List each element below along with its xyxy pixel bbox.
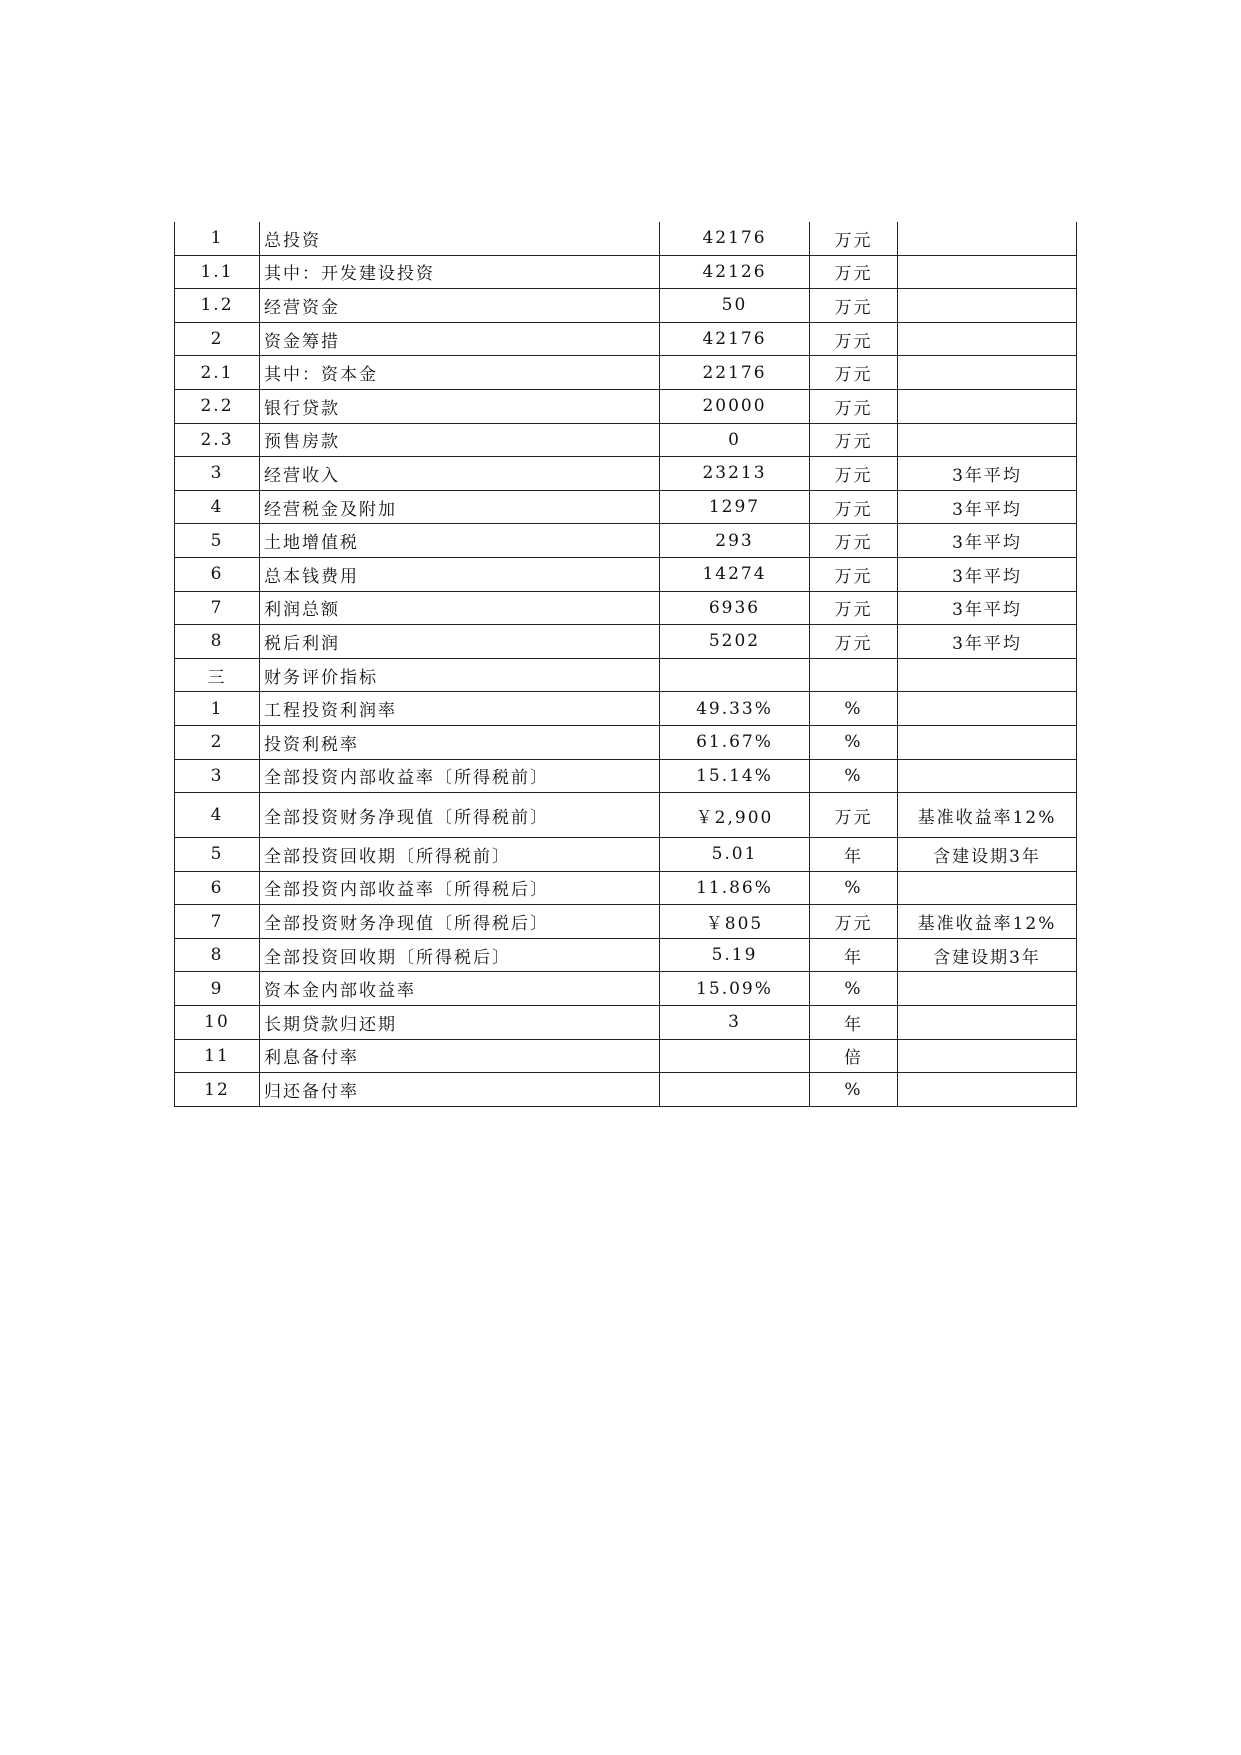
item-name-cell: 税后利润 bbox=[260, 625, 660, 659]
value-cell: 49.33% bbox=[660, 692, 810, 726]
value-cell: 20000 bbox=[660, 389, 810, 423]
row-number-cell: 2.1 bbox=[175, 356, 260, 390]
unit-cell: % bbox=[810, 1073, 898, 1107]
unit-cell: 万元 bbox=[810, 793, 898, 838]
table-row bbox=[175, 255, 1077, 289]
item-name-cell: 全部投资回收期〔所得税前〕 bbox=[260, 838, 660, 872]
note-cell: 3年平均 bbox=[898, 625, 1077, 659]
item-name-cell: 工程投资利润率 bbox=[260, 692, 660, 726]
table-row bbox=[175, 1039, 1077, 1073]
unit-cell: 年 bbox=[810, 1006, 898, 1040]
unit-cell: 万元 bbox=[810, 255, 898, 289]
row-number-cell: 5 bbox=[175, 838, 260, 872]
row-number-cell: 6 bbox=[175, 557, 260, 591]
row-number-cell: 2 bbox=[175, 322, 260, 356]
table-row bbox=[175, 356, 1077, 390]
row-number-cell: 7 bbox=[175, 591, 260, 625]
value-cell: 5202 bbox=[660, 625, 810, 659]
unit-cell: % bbox=[810, 871, 898, 905]
value-cell: 293 bbox=[660, 524, 810, 558]
note-cell: 基准收益率12% bbox=[898, 793, 1077, 838]
unit-cell: % bbox=[810, 759, 898, 793]
row-number-cell: 6 bbox=[175, 871, 260, 905]
unit-cell: 万元 bbox=[810, 905, 898, 939]
note-cell bbox=[898, 423, 1077, 457]
unit-cell: 万元 bbox=[810, 356, 898, 390]
table-row bbox=[175, 725, 1077, 759]
unit-cell: 万元 bbox=[810, 322, 898, 356]
row-number-cell: 5 bbox=[175, 524, 260, 558]
row-number-cell: 10 bbox=[175, 1006, 260, 1040]
row-number-cell: 2.3 bbox=[175, 423, 260, 457]
table-row bbox=[175, 423, 1077, 457]
value-cell: ￥2,900 bbox=[660, 793, 810, 838]
row-number-cell: 1 bbox=[175, 222, 260, 255]
row-number-cell: 1.1 bbox=[175, 255, 260, 289]
unit-cell: 万元 bbox=[810, 289, 898, 323]
financial-indicator-table bbox=[174, 222, 1077, 1107]
value-cell: 15.09% bbox=[660, 972, 810, 1006]
row-number-cell: 4 bbox=[175, 490, 260, 524]
item-name-cell: 全部投资财务净现值〔所得税前〕 bbox=[260, 793, 660, 838]
note-cell: 3年平均 bbox=[898, 557, 1077, 591]
item-name-cell: 长期贷款归还期 bbox=[260, 1006, 660, 1040]
row-number-cell: 2.2 bbox=[175, 389, 260, 423]
table-row bbox=[175, 222, 1077, 255]
item-name-cell: 资金筹措 bbox=[260, 322, 660, 356]
item-name-cell: 利息备付率 bbox=[260, 1039, 660, 1073]
value-cell: 23213 bbox=[660, 457, 810, 491]
unit-cell: 万元 bbox=[810, 591, 898, 625]
value-cell bbox=[660, 1073, 810, 1107]
row-number-cell: 8 bbox=[175, 625, 260, 659]
value-cell: 5.19 bbox=[660, 938, 810, 972]
unit-cell: 万元 bbox=[810, 490, 898, 524]
value-cell: 22176 bbox=[660, 356, 810, 390]
value-cell bbox=[660, 658, 810, 692]
unit-cell: % bbox=[810, 725, 898, 759]
table-row bbox=[175, 457, 1077, 491]
unit-cell: 倍 bbox=[810, 1039, 898, 1073]
item-name-cell: 总投资 bbox=[260, 222, 660, 255]
item-name-cell: 资本金内部收益率 bbox=[260, 972, 660, 1006]
value-cell: 15.14% bbox=[660, 759, 810, 793]
unit-cell: 万元 bbox=[810, 524, 898, 558]
table-row bbox=[175, 490, 1077, 524]
unit-cell bbox=[810, 658, 898, 692]
note-cell: 3年平均 bbox=[898, 457, 1077, 491]
item-name-cell: 银行贷款 bbox=[260, 389, 660, 423]
value-cell bbox=[660, 1039, 810, 1073]
value-cell: ￥805 bbox=[660, 905, 810, 939]
table-row bbox=[175, 289, 1077, 323]
table-row bbox=[175, 322, 1077, 356]
table-row bbox=[175, 591, 1077, 625]
row-number-cell: 11 bbox=[175, 1039, 260, 1073]
item-name-cell: 利润总额 bbox=[260, 591, 660, 625]
unit-cell: % bbox=[810, 692, 898, 726]
row-number-cell: 8 bbox=[175, 938, 260, 972]
value-cell: 0 bbox=[660, 423, 810, 457]
unit-cell: 万元 bbox=[810, 222, 898, 255]
row-number-cell: 2 bbox=[175, 725, 260, 759]
item-name-cell: 财务评价指标 bbox=[260, 658, 660, 692]
table-row bbox=[175, 759, 1077, 793]
note-cell: 含建设期3年 bbox=[898, 938, 1077, 972]
note-cell bbox=[898, 289, 1077, 323]
row-number-cell: 7 bbox=[175, 905, 260, 939]
value-cell: 3 bbox=[660, 1006, 810, 1040]
table-row bbox=[175, 1006, 1077, 1040]
note-cell: 3年平均 bbox=[898, 591, 1077, 625]
table-row bbox=[175, 692, 1077, 726]
value-cell: 61.67% bbox=[660, 725, 810, 759]
row-number-cell: 4 bbox=[175, 793, 260, 838]
note-cell bbox=[898, 871, 1077, 905]
row-number-cell: 3 bbox=[175, 759, 260, 793]
table-row bbox=[175, 793, 1077, 838]
note-cell bbox=[898, 658, 1077, 692]
note-cell: 3年平均 bbox=[898, 490, 1077, 524]
table-body bbox=[175, 222, 1077, 1106]
item-name-cell: 全部投资内部收益率〔所得税前〕 bbox=[260, 759, 660, 793]
note-cell bbox=[898, 1006, 1077, 1040]
table-row bbox=[175, 557, 1077, 591]
table-row bbox=[175, 905, 1077, 939]
value-cell: 42176 bbox=[660, 322, 810, 356]
row-number-cell: 1.2 bbox=[175, 289, 260, 323]
row-number-cell: 1 bbox=[175, 692, 260, 726]
item-name-cell: 经营税金及附加 bbox=[260, 490, 660, 524]
unit-cell: 万元 bbox=[810, 457, 898, 491]
table-row bbox=[175, 1073, 1077, 1107]
item-name-cell: 其中：资本金 bbox=[260, 356, 660, 390]
note-cell bbox=[898, 1073, 1077, 1107]
item-name-cell: 全部投资回收期〔所得税后〕 bbox=[260, 938, 660, 972]
value-cell: 14274 bbox=[660, 557, 810, 591]
note-cell bbox=[898, 356, 1077, 390]
table-row bbox=[175, 938, 1077, 972]
row-number-cell: 12 bbox=[175, 1073, 260, 1107]
item-name-cell: 投资利税率 bbox=[260, 725, 660, 759]
value-cell: 11.86% bbox=[660, 871, 810, 905]
row-number-cell: 三 bbox=[175, 658, 260, 692]
note-cell bbox=[898, 1039, 1077, 1073]
row-number-cell: 9 bbox=[175, 972, 260, 1006]
note-cell bbox=[898, 222, 1077, 255]
note-cell bbox=[898, 972, 1077, 1006]
table-row bbox=[175, 838, 1077, 872]
item-name-cell: 经营收入 bbox=[260, 457, 660, 491]
table-row bbox=[175, 625, 1077, 659]
note-cell bbox=[898, 322, 1077, 356]
note-cell bbox=[898, 255, 1077, 289]
item-name-cell: 预售房款 bbox=[260, 423, 660, 457]
note-cell: 基准收益率12% bbox=[898, 905, 1077, 939]
note-cell bbox=[898, 692, 1077, 726]
note-cell: 含建设期3年 bbox=[898, 838, 1077, 872]
item-name-cell: 土地增值税 bbox=[260, 524, 660, 558]
note-cell bbox=[898, 389, 1077, 423]
value-cell: 42176 bbox=[660, 222, 810, 255]
note-cell: 3年平均 bbox=[898, 524, 1077, 558]
item-name-cell: 全部投资财务净现值〔所得税后〕 bbox=[260, 905, 660, 939]
unit-cell: 年 bbox=[810, 838, 898, 872]
note-cell bbox=[898, 759, 1077, 793]
value-cell: 1297 bbox=[660, 490, 810, 524]
value-cell: 6936 bbox=[660, 591, 810, 625]
table-row bbox=[175, 389, 1077, 423]
item-name-cell: 总本钱费用 bbox=[260, 557, 660, 591]
unit-cell: % bbox=[810, 972, 898, 1006]
unit-cell: 万元 bbox=[810, 423, 898, 457]
table-row bbox=[175, 972, 1077, 1006]
item-name-cell: 全部投资内部收益率〔所得税后〕 bbox=[260, 871, 660, 905]
table-row bbox=[175, 871, 1077, 905]
note-cell bbox=[898, 725, 1077, 759]
item-name-cell: 其中：开发建设投资 bbox=[260, 255, 660, 289]
item-name-cell: 经营资金 bbox=[260, 289, 660, 323]
table-row bbox=[175, 524, 1077, 558]
item-name-cell: 归还备付率 bbox=[260, 1073, 660, 1107]
value-cell: 50 bbox=[660, 289, 810, 323]
unit-cell: 万元 bbox=[810, 389, 898, 423]
value-cell: 5.01 bbox=[660, 838, 810, 872]
unit-cell: 万元 bbox=[810, 625, 898, 659]
row-number-cell: 3 bbox=[175, 457, 260, 491]
unit-cell: 万元 bbox=[810, 557, 898, 591]
value-cell: 42126 bbox=[660, 255, 810, 289]
unit-cell: 年 bbox=[810, 938, 898, 972]
table-row bbox=[175, 658, 1077, 692]
